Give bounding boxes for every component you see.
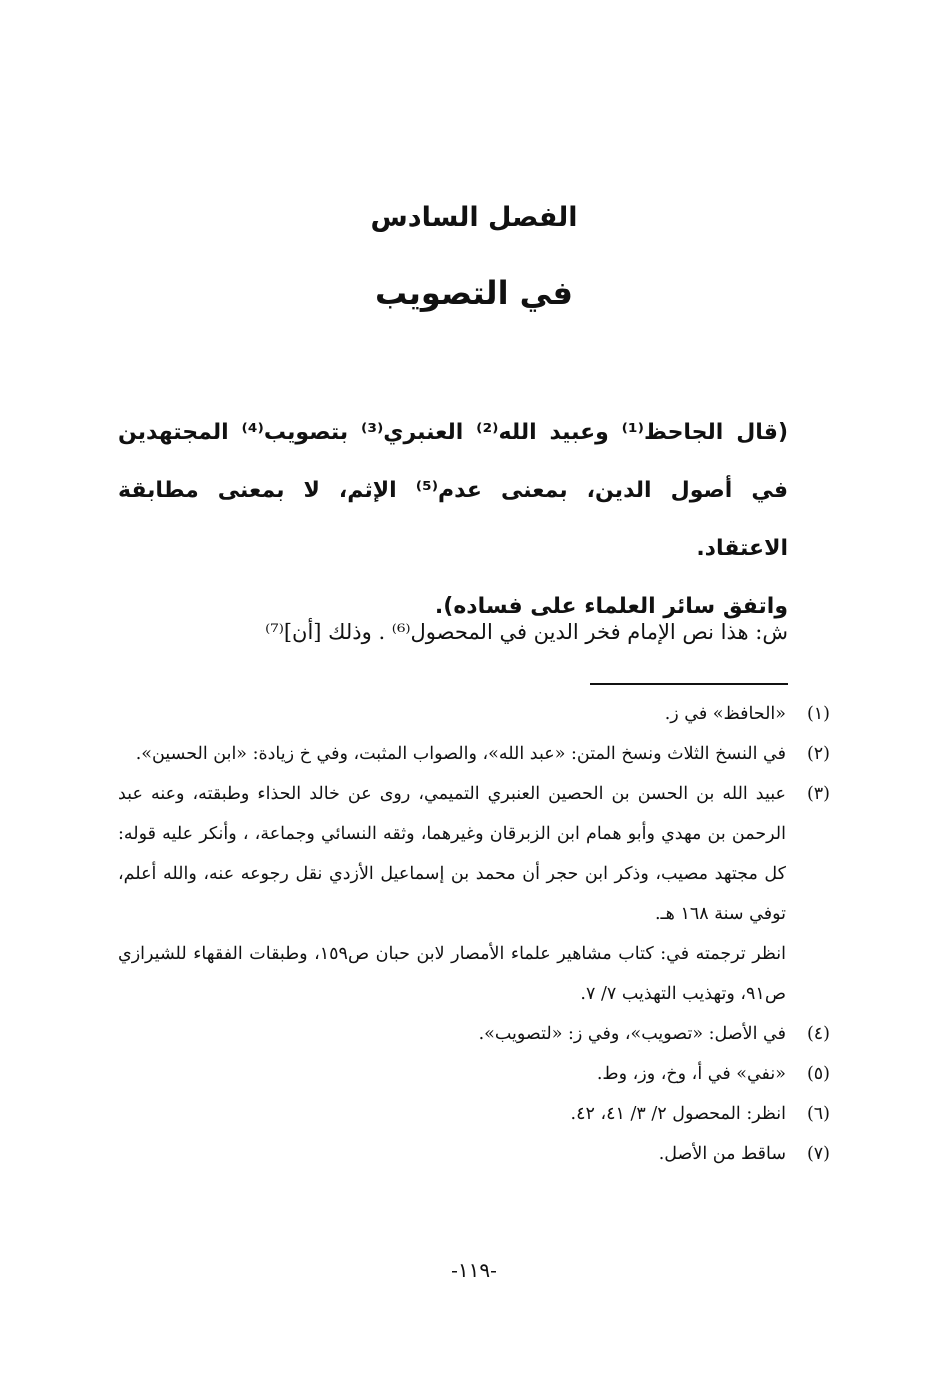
main-paragraph: (قال الجاحظ⁽¹⁾ وعبيد الله⁽²⁾ العنبري⁽³⁾ بتصويب⁽⁴⁾ المجتهدين في أصول الدين، بمعنى عدم⁽⁵⁾ الإثم، لا بمعنى مطابقة الاعتقاد. [118,420,788,561]
footnote-text-block [118,774,786,1014]
footnote-item [118,1054,830,1094]
footnote-number: (٢) [806,744,830,764]
commentary-line: ش: هذا نص الإمام فخر الدين في المحصول⁽⁶⁾ . وذلك [أن]⁽⁷⁾ [265,620,788,644]
footnote-text: انظر ترجمته في: كتاب مشاهير علماء الأمصار لابن حبان ص١٥٩، وطبقات الفقهاء للشيرازي ص٩١، وتهذيب التهذيب ٧/ ٧. [118,944,786,1004]
footnote-text: انظر: المحصول ٢/ ٣/ ٤١، ٤٢. [570,1104,786,1124]
footnote-item [118,1094,830,1134]
footnote-item [118,694,830,734]
chapter-subtitle: في التصويب [375,274,573,312]
footnote-separator [590,683,788,685]
footnote-text: «الحافظ» في ز. [664,704,786,724]
footnote-item [118,1134,830,1174]
page-number: -١١٩- [451,1258,497,1282]
footnote-number: (٤) [806,1024,830,1044]
footnote-number: (٥) [806,1064,830,1084]
footnote-text: عبيد الله بن الحسن بن الحصين العنبري التميمي، روى عن خالد الحذاء وطبقته، وعنه عبد الرحمن بن مهدي وأبو همام ابن الزبرقان وغيرهما، وثقه النسائي وجماعة، ، وأنكر عليه قوله: كل مجتهد مصيب، وذكر ابن حجر أن محمد بن إسماعيل الأزدي نقل رجوعه عنه، والله أعلم، توفي سنة ١٦٨ هـ. [118,784,786,924]
main-text [118,404,788,636]
main-paragraph: واتفق سائر العلماء على فساده). [434,594,788,619]
footnote-text: في الأصل: «تصويب»، وفي ز: «لتصويب». [478,1024,786,1044]
footnote-number: (٣) [806,784,830,804]
footnote-number: (٧) [806,1144,830,1164]
footnote-text: «نفي» في أ، وخ، وز، وط. [596,1064,786,1084]
footnote-item [118,734,830,774]
footnotes [118,694,830,1174]
footnote-text: ساقط من الأصل. [658,1144,786,1164]
footnote-number: (١) [806,704,830,724]
footnote-text: في النسخ الثلاث ونسخ المتن: «عبد الله»، والصواب المثبت، وفي خ زيادة: «ابن الحسين». [135,744,786,764]
footnote-item [118,774,830,1014]
footnote-number: (٦) [806,1104,830,1124]
footnote-item [118,1014,830,1054]
chapter-title: الفصل السادس [370,202,578,233]
